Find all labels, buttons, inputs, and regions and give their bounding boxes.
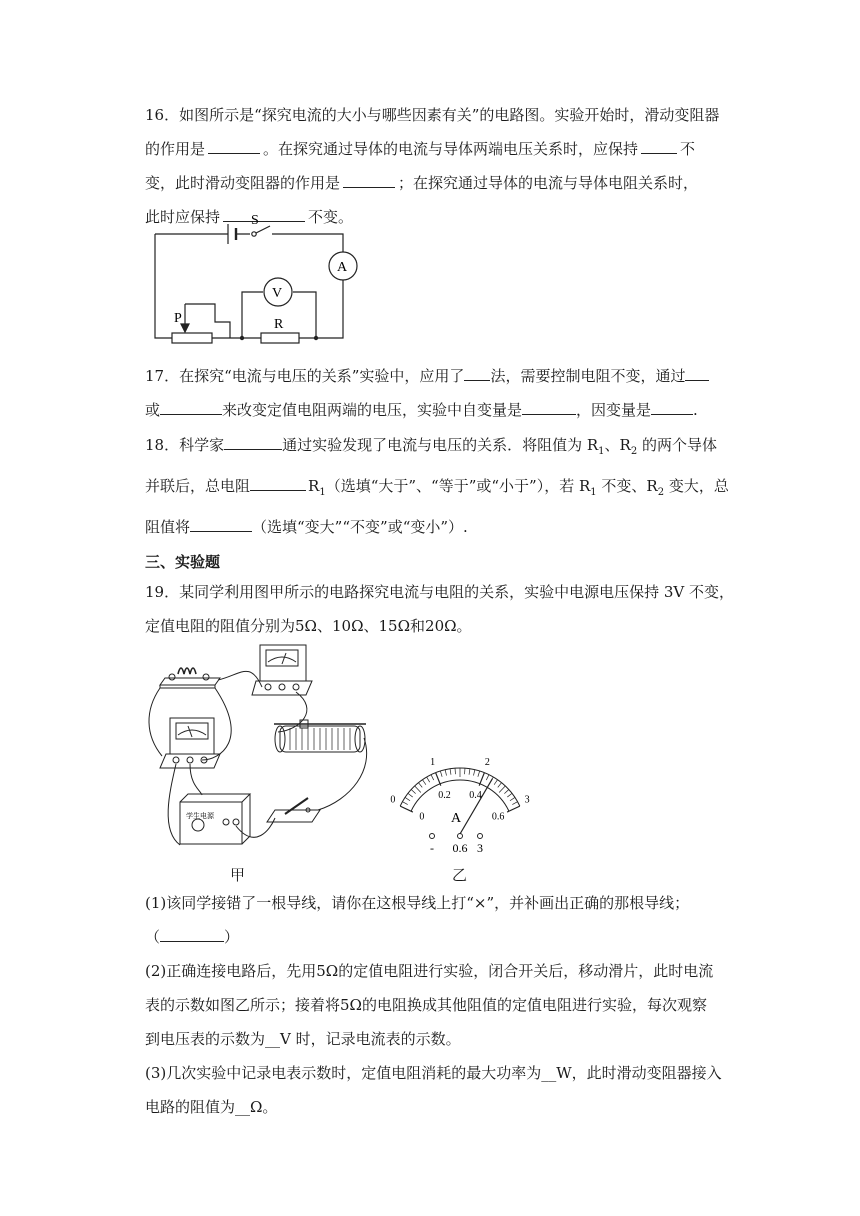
dial-tick [405,797,410,800]
dial-tick [507,806,520,812]
q19-part-2-line-2: 表的示数如图乙所示；接着将5Ω的电阻换成其他阻值的定值电阻进行实验，每次观察 [145,996,707,1014]
ammeter-icon [160,718,220,768]
q17-line-2: 或 来改变定值电阻两端的电压，实验中自变量是 ，因变量是 . [145,393,720,427]
dial-tick [418,783,422,788]
dial-tick [402,802,407,805]
dial-tick [450,769,451,775]
dial-terminal [478,834,483,839]
q19-part-3-line-2: 电路的阻值为__Ω。 [145,1098,278,1116]
voltmeter-label: V [272,286,283,301]
q17-blank-4[interactable] [522,397,576,415]
dial-tick [512,802,517,805]
question-18 [145,428,729,544]
dial-tick [422,780,425,785]
dial-inner-label: 0.4 [469,789,482,801]
q19-part-2-line-3: 到电压表的示数为__V 时，记录电流表的示数。 [145,1030,461,1048]
q16-line-2: 的作用是 。在探究通过导体的电流与导体两端电压关系时，应保持 不 [145,132,720,166]
dial-tick [510,797,515,800]
dial-tick [507,793,512,797]
dial-terminal-label: - [430,841,434,855]
ammeter-label: A [337,260,348,275]
dial-terminal-label: 0.6 [452,841,468,855]
q18-blank-3[interactable] [190,514,252,532]
q19-part-1-line: (1)该同学接错了一根导线，请你在这根导线上打“×”，并补画出正确的那根导线； [145,894,690,912]
apparatus-figure [140,640,380,865]
dial-inner-label: 0.2 [438,789,451,801]
q17-line-1: 17．在探究“电流与电压的关系”实验中，应用了 法，需要控制电阻不变，通过 [145,359,720,393]
slider-label: P [174,311,182,326]
dial-tick [411,790,415,794]
dial-needle [460,779,492,834]
dial-terminal-label: 3 [477,841,483,855]
ammeter-dial [370,748,550,858]
q17-blank-3[interactable] [160,397,222,415]
dial-tick [415,786,421,793]
figure-caption-left: 甲 [230,866,246,884]
resistor-label: R [274,317,284,332]
fixed-resistor-icon [160,668,220,688]
q18-line-3: 阻值将 （选填“变大”“不变”或“变小”）. [145,510,720,544]
power-supply-label: 学生电源 [186,812,214,820]
dial-tick [445,770,446,776]
section-title: 三、实验题 [145,553,221,571]
dial-tick [469,769,470,775]
question-17 [145,359,720,427]
q18-line-1: 18．科学家 通过实验发现了电流与电压的关系．将阻值为 $R_1$、$R_2$ 的两个导体 [145,428,720,469]
q19-line-1: 19．某同学利用图甲所示的电路探究电流与电阻的关系，实验中电源电压保持 3V 不变， [145,583,735,601]
dial-terminal [430,834,435,839]
dial-tick [436,773,441,786]
dial-tick [504,790,508,794]
q17-blank-5[interactable] [651,397,693,415]
question-19-intro [145,575,735,643]
q16-line-3: 变，此时滑动变阻器的作用是 ；在探究通过导体的电流与导体电阻关系时， [145,166,720,200]
q19-line-2: 定值电阻的阻值分别为5Ω、10Ω、15Ω和20Ω。 [145,617,472,635]
dial-tick [486,775,489,780]
dial-tick [494,780,497,785]
figure-caption-right: 乙 [452,866,468,884]
dial-tick [499,786,505,793]
q17-blank-1[interactable] [464,363,490,381]
dial-tick [431,775,434,780]
q19-part-3-line-1: (3)几次实验中记录电表示数时，定值电阻消耗的最大功率为__W，此时滑动变阻器接入 [145,1064,722,1082]
q18-blank-2[interactable] [250,473,306,491]
q19-part-1-answer: （ ） [145,920,720,954]
dial-outer-label: 1 [430,757,436,769]
rheostat-icon [274,720,366,752]
q17-blank-2[interactable] [685,363,709,381]
dial-unit-label: A [450,811,462,826]
q18-line-2: 并联后，总电阻 $R_1$（选填“大于”、“等于”或“小于”），若 $R_1$ 不变、$R_2$ 变大，总 [145,469,720,510]
voltmeter-icon [252,645,312,695]
q19-answer-blank[interactable] [160,924,224,942]
dial-outer-label: 0 [390,794,396,806]
q18-blank-1[interactable] [224,432,282,450]
q16-line-1: 16．如图所示是“探究电流的大小与哪些因素有关”的电路图。实验开始时，滑动变阻器 [145,106,720,124]
q16-blank-2[interactable] [641,136,677,154]
circuit-diagram [150,212,370,350]
dial-inner-label: 0 [419,811,425,823]
q16-blank-3[interactable] [343,170,395,188]
dial-tick [408,793,413,797]
dial-tick [478,771,480,777]
q19-part-2-line-1: (2)正确连接电路后，先用5Ω的定值电阻进行实验，闭合开关后，移动滑片，此时电流 [145,962,714,980]
dial-tick [427,777,430,782]
dial-tick [498,783,502,788]
q16-blank-1[interactable] [208,136,260,154]
dial-tick [440,771,442,777]
q16-line-4: 此时应保持 不变。 [145,200,720,234]
dial-tick [473,770,474,776]
dial-terminal [458,834,463,839]
dial-inner-label: 0.6 [491,811,505,823]
dial-outer-label: 2 [484,757,490,769]
question-19-parts [145,886,720,1124]
dial-outer-label: 3 [524,794,530,806]
dial-tick [479,773,484,786]
switch-label: S [251,213,259,228]
dial-tick [400,806,413,812]
